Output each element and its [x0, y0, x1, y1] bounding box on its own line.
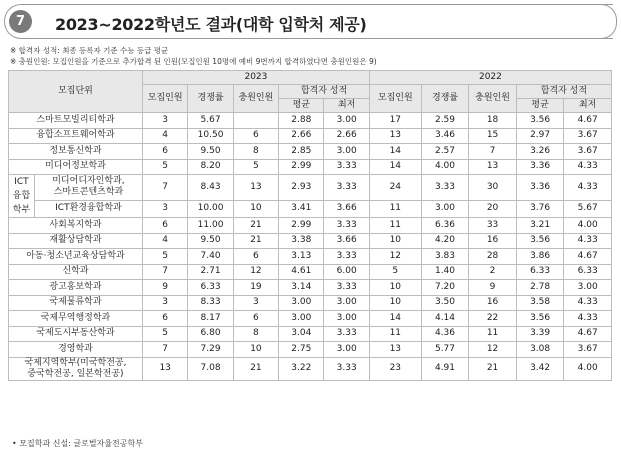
page-title: 2023~2022학년도 결과(대학 입학처 제공): [55, 15, 367, 34]
cell-2022-score-low: 4.67: [564, 249, 612, 265]
dept-name: 경영학과: [9, 342, 143, 358]
cell-2022-ratio: 4.00: [421, 159, 469, 175]
cell-2022-added: 2: [469, 264, 517, 280]
cell-2023-ratio: 7.08: [188, 357, 233, 380]
cell-2023-score-avg: 3.00: [279, 295, 324, 311]
cell-2022-ratio: 3.00: [421, 200, 469, 217]
cell-2022-quota: 5: [369, 264, 421, 280]
cell-2023-added: [233, 113, 278, 129]
cell-2023-score-low: 3.66: [324, 200, 369, 217]
cell-2023-added: 21: [233, 218, 278, 234]
cell-2022-score-avg: 3.56: [516, 311, 564, 327]
cell-2023-ratio: 10.50: [188, 128, 233, 144]
cell-2022-score-avg: 3.56: [516, 233, 564, 249]
cell-2022-ratio: 3.46: [421, 128, 469, 144]
dept-name: 신학과: [9, 264, 143, 280]
cell-2023-added: 10: [233, 200, 278, 217]
header-avg-2023: 평균: [279, 99, 324, 113]
cell-2023-score-low: 3.66: [324, 233, 369, 249]
cell-2023-added: 3: [233, 295, 278, 311]
cell-2022-ratio: 3.33: [421, 175, 469, 201]
cell-2022-quota: 11: [369, 200, 421, 217]
cell-2022-ratio: 3.50: [421, 295, 469, 311]
results-table: [8, 70, 612, 381]
cell-2022-ratio: 4.36: [421, 326, 469, 342]
cell-2023-ratio: 8.33: [188, 295, 233, 311]
cell-2023-ratio: 8.20: [188, 159, 233, 175]
header-ratio-2023: 경쟁률: [188, 85, 233, 113]
cell-2023-ratio: 11.00: [188, 218, 233, 234]
cell-2022-quota: 11: [369, 326, 421, 342]
table-row: [9, 357, 612, 380]
table-row: [9, 218, 612, 234]
cell-2022-added: 30: [469, 175, 517, 201]
cell-2023-score-low: 3.33: [324, 159, 369, 175]
cell-2023-quota: 5: [142, 159, 187, 175]
header-tail: [586, 4, 617, 39]
cell-2022-added: 16: [469, 295, 517, 311]
header-year-2023: 2023: [142, 71, 369, 85]
dept-name: 정보통신학과: [9, 144, 143, 160]
cell-2023-score-avg: 3.14: [279, 280, 324, 296]
cell-2023-score-low: 3.33: [324, 280, 369, 296]
header-add-2023: 충원인원: [233, 85, 278, 113]
cell-2023-quota: 3: [142, 200, 187, 217]
cell-2022-ratio: 2.59: [421, 113, 469, 129]
cell-2023-score-low: 3.00: [324, 342, 369, 358]
cell-2023-score-avg: 3.04: [279, 326, 324, 342]
cell-2023-quota: 4: [142, 128, 187, 144]
cell-2023-score-avg: 2.99: [279, 159, 324, 175]
cell-2022-quota: 10: [369, 295, 421, 311]
dept-group-ict: ICT 융합 학부: [9, 175, 35, 218]
cell-2022-score-low: 4.67: [564, 113, 612, 129]
cell-2023-quota: 13: [142, 357, 187, 380]
cell-2023-quota: 6: [142, 311, 187, 327]
table-row: [9, 326, 612, 342]
cell-2022-ratio: 3.83: [421, 249, 469, 265]
dept-name: 사회복지학과: [9, 218, 143, 234]
cell-2023-score-avg: 3.13: [279, 249, 324, 265]
cell-2022-score-avg: 3.36: [516, 159, 564, 175]
cell-2022-quota: 24: [369, 175, 421, 201]
cell-2023-added: 13: [233, 175, 278, 201]
cell-2022-quota: 13: [369, 128, 421, 144]
header-score-2023: 합격자 성적: [279, 85, 370, 99]
table-row: [9, 159, 612, 175]
dept-name: 광고홍보학과: [9, 280, 143, 296]
table-row: [9, 280, 612, 296]
cell-2023-ratio: 9.50: [188, 144, 233, 160]
cell-2022-score-low: 3.00: [564, 280, 612, 296]
cell-2022-added: 7: [469, 144, 517, 160]
header-score-2022: 합격자 성적: [516, 85, 611, 99]
cell-2023-quota: 5: [142, 249, 187, 265]
cell-2022-score-avg: 3.39: [516, 326, 564, 342]
dept-name: 국제지역학부(미국학전공, 중국학전공, 일본학전공): [9, 357, 143, 380]
header-ratio-2022: 경쟁률: [421, 85, 469, 113]
notes: [10, 45, 377, 67]
cell-2022-score-low: 5.67: [564, 200, 612, 217]
cell-2023-score-low: 3.33: [324, 357, 369, 380]
cell-2022-added: 11: [469, 326, 517, 342]
cell-2023-score-avg: 2.88: [279, 113, 324, 129]
cell-2022-quota: 14: [369, 311, 421, 327]
note-1: ※ 합격자 성적: 최종 등록자 기준 수능 등급 평균: [10, 46, 169, 55]
cell-2023-added: 10: [233, 342, 278, 358]
cell-2023-score-low: 3.00: [324, 113, 369, 129]
cell-2023-ratio: 9.50: [188, 233, 233, 249]
cell-2022-quota: 10: [369, 233, 421, 249]
section-header: [4, 4, 613, 39]
cell-2023-score-low: 3.33: [324, 326, 369, 342]
note-2: ※ 충원인원: 모집인원을 기준으로 추가합격 된 인원(모집인원 10명에 예비 9번까지 합격하였다면 충원인원은 9): [10, 57, 377, 66]
header-low-2022: 최저: [564, 99, 612, 113]
header-quota-2023: 모집인원: [142, 85, 187, 113]
cell-2022-score-avg: 3.56: [516, 113, 564, 129]
dept-name: 미디어정보학과: [9, 159, 143, 175]
cell-2023-ratio: 10.00: [188, 200, 233, 217]
cell-2023-quota: 6: [142, 218, 187, 234]
cell-2022-score-low: 3.67: [564, 144, 612, 160]
cell-2022-score-low: 4.33: [564, 159, 612, 175]
cell-2022-quota: 13: [369, 342, 421, 358]
cell-2022-added: 16: [469, 233, 517, 249]
cell-2022-added: 21: [469, 357, 517, 380]
cell-2023-score-avg: 2.66: [279, 128, 324, 144]
cell-2023-quota: 6: [142, 144, 187, 160]
table-row: [9, 128, 612, 144]
cell-2023-ratio: 7.40: [188, 249, 233, 265]
table-row: [9, 175, 612, 201]
cell-2023-score-avg: 3.41: [279, 200, 324, 217]
cell-2023-ratio: 7.29: [188, 342, 233, 358]
table-row: [9, 200, 612, 217]
cell-2023-ratio: 6.80: [188, 326, 233, 342]
cell-2022-score-low: 4.33: [564, 311, 612, 327]
cell-2022-quota: 10: [369, 280, 421, 296]
cell-2023-quota: 7: [142, 175, 187, 201]
cell-2022-quota: 23: [369, 357, 421, 380]
cell-2022-score-avg: 3.58: [516, 295, 564, 311]
cell-2022-score-low: 4.00: [564, 357, 612, 380]
cell-2023-added: 8: [233, 326, 278, 342]
cell-2023-score-low: 6.00: [324, 264, 369, 280]
cell-2022-score-avg: 2.78: [516, 280, 564, 296]
table-row: [9, 113, 612, 129]
cell-2022-ratio: 4.14: [421, 311, 469, 327]
cell-2023-score-avg: 2.93: [279, 175, 324, 201]
cell-2023-ratio: 8.17: [188, 311, 233, 327]
cell-2022-ratio: 7.20: [421, 280, 469, 296]
dept-name: 국제도시부동산학과: [9, 326, 143, 342]
header-dept: 모집단위: [9, 71, 143, 113]
table-row: [9, 233, 612, 249]
table-row: [9, 311, 612, 327]
dept-name: 미디어디자인학과, 스마트콘텐츠학과: [34, 175, 142, 201]
cell-2023-quota: 9: [142, 280, 187, 296]
footnote: • 모집학과 신설: 글로벌자율전공학부: [12, 439, 143, 448]
cell-2022-score-low: 4.33: [564, 295, 612, 311]
dept-name: 국제물류학과: [9, 295, 143, 311]
cell-2022-score-avg: 3.08: [516, 342, 564, 358]
cell-2022-ratio: 2.57: [421, 144, 469, 160]
cell-2023-ratio: 6.33: [188, 280, 233, 296]
cell-2023-ratio: 5.67: [188, 113, 233, 129]
cell-2023-quota: 5: [142, 326, 187, 342]
cell-2023-added: 8: [233, 144, 278, 160]
cell-2022-quota: 17: [369, 113, 421, 129]
cell-2022-ratio: 4.91: [421, 357, 469, 380]
cell-2022-score-low: 4.33: [564, 233, 612, 249]
cell-2022-added: 12: [469, 342, 517, 358]
section-number-badge: 7: [9, 10, 32, 33]
cell-2023-added: 6: [233, 311, 278, 327]
cell-2022-score-avg: 3.86: [516, 249, 564, 265]
dept-name: 스마트모빌리티학과: [9, 113, 143, 129]
cell-2022-added: 9: [469, 280, 517, 296]
cell-2022-ratio: 1.40: [421, 264, 469, 280]
cell-2023-quota: 3: [142, 295, 187, 311]
cell-2022-score-avg: 2.97: [516, 128, 564, 144]
cell-2022-score-low: 3.67: [564, 128, 612, 144]
cell-2023-score-avg: 2.99: [279, 218, 324, 234]
cell-2023-added: 6: [233, 249, 278, 265]
cell-2023-added: 19: [233, 280, 278, 296]
cell-2022-quota: 12: [369, 249, 421, 265]
cell-2023-score-low: 3.33: [324, 175, 369, 201]
cell-2022-score-low: 4.33: [564, 175, 612, 201]
cell-2023-score-avg: 4.61: [279, 264, 324, 280]
cell-2023-quota: 3: [142, 113, 187, 129]
cell-2023-score-low: 3.33: [324, 249, 369, 265]
table-row: [9, 144, 612, 160]
cell-2022-added: 18: [469, 113, 517, 129]
cell-2022-ratio: 5.77: [421, 342, 469, 358]
header-low-2023: 최저: [324, 99, 369, 113]
cell-2022-score-low: 4.00: [564, 218, 612, 234]
dept-name: 재활상담학과: [9, 233, 143, 249]
cell-2022-added: 22: [469, 311, 517, 327]
cell-2023-quota: 7: [142, 342, 187, 358]
table-row: [9, 342, 612, 358]
cell-2022-score-avg: 3.21: [516, 218, 564, 234]
cell-2022-score-low: 6.33: [564, 264, 612, 280]
cell-2023-score-low: 3.00: [324, 295, 369, 311]
cell-2023-added: 12: [233, 264, 278, 280]
cell-2022-added: 20: [469, 200, 517, 217]
cell-2023-quota: 7: [142, 264, 187, 280]
header-add-2022: 충원인원: [469, 85, 517, 113]
table-row: [9, 249, 612, 265]
cell-2022-score-avg: 3.76: [516, 200, 564, 217]
cell-2022-score-avg: 3.36: [516, 175, 564, 201]
cell-2022-added: 33: [469, 218, 517, 234]
cell-2023-score-avg: 3.38: [279, 233, 324, 249]
cell-2023-score-avg: 3.22: [279, 357, 324, 380]
cell-2022-score-avg: 3.26: [516, 144, 564, 160]
cell-2023-score-avg: 3.00: [279, 311, 324, 327]
cell-2022-score-avg: 6.33: [516, 264, 564, 280]
cell-2023-added: 21: [233, 233, 278, 249]
dept-name: 융합소프트웨어학과: [9, 128, 143, 144]
header-quota-2022: 모집인원: [369, 85, 421, 113]
cell-2023-ratio: 8.43: [188, 175, 233, 201]
cell-2023-added: 5: [233, 159, 278, 175]
cell-2022-added: 15: [469, 128, 517, 144]
cell-2022-quota: 11: [369, 218, 421, 234]
dept-name: 아동·청소년교육상담학과: [9, 249, 143, 265]
cell-2023-score-low: 3.33: [324, 218, 369, 234]
cell-2022-ratio: 4.20: [421, 233, 469, 249]
cell-2022-score-low: 3.67: [564, 342, 612, 358]
cell-2023-ratio: 2.71: [188, 264, 233, 280]
cell-2023-score-avg: 2.75: [279, 342, 324, 358]
cell-2023-added: 6: [233, 128, 278, 144]
table-row: [9, 264, 612, 280]
cell-2023-score-low: 2.66: [324, 128, 369, 144]
cell-2022-added: 13: [469, 159, 517, 175]
cell-2022-quota: 14: [369, 159, 421, 175]
table-row: [9, 295, 612, 311]
cell-2022-quota: 14: [369, 144, 421, 160]
cell-2023-quota: 4: [142, 233, 187, 249]
dept-name: ICT환경융합학과: [34, 200, 142, 217]
header-year-2022: 2022: [369, 71, 611, 85]
cell-2023-added: 21: [233, 357, 278, 380]
header-avg-2022: 평균: [516, 99, 564, 113]
cell-2022-added: 28: [469, 249, 517, 265]
cell-2022-score-low: 4.67: [564, 326, 612, 342]
cell-2022-score-avg: 3.42: [516, 357, 564, 380]
cell-2023-score-low: 3.00: [324, 311, 369, 327]
cell-2022-ratio: 6.36: [421, 218, 469, 234]
cell-2023-score-low: 3.00: [324, 144, 369, 160]
dept-name: 국제무역행정학과: [9, 311, 143, 327]
cell-2023-score-avg: 2.85: [279, 144, 324, 160]
